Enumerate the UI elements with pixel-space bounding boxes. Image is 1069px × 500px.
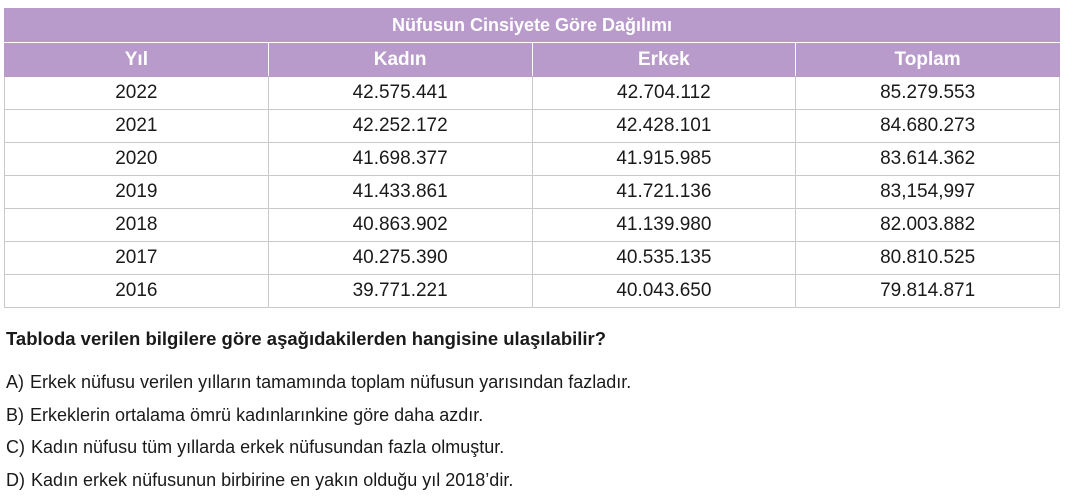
cell-total: 83,154,997	[796, 176, 1060, 209]
option-letter: A)	[6, 372, 24, 392]
table-header-row	[5, 43, 1060, 77]
table-row	[5, 242, 1060, 275]
cell-year: 2020	[5, 143, 269, 176]
option-letter: B)	[6, 404, 24, 425]
cell-total: 85.279.553	[796, 77, 1060, 110]
table-row	[5, 209, 1060, 242]
population-table-container	[4, 8, 1060, 308]
cell-female: 42.252.172	[268, 110, 532, 143]
cell-male: 40.535.135	[532, 242, 796, 275]
cell-male: 41.915.985	[532, 143, 796, 176]
option-d[interactable]	[6, 468, 631, 500]
cell-female: 40.275.390	[268, 242, 532, 275]
table-row	[5, 275, 1060, 308]
table-row	[5, 77, 1060, 110]
cell-female: 41.433.861	[268, 176, 532, 209]
cell-year: 2018	[5, 209, 269, 242]
table-row	[5, 110, 1060, 143]
cell-total: 79.814.871	[796, 275, 1060, 308]
option-letter: D)	[6, 469, 25, 490]
cell-female: 41.698.377	[268, 143, 532, 176]
option-text: Erkeklerin ortalama ömrü kadınlarınkine göre daha azdır.	[30, 404, 484, 425]
cell-year: 2017	[5, 242, 269, 275]
question-text: Tabloda verilen bilgilere göre aşağıdakilerden hangisine ulaşılabilir?	[6, 328, 607, 349]
option-text: Erkek nüfusu verilen yılların tamamında toplam nüfusun yarısından fazladır.	[30, 372, 632, 392]
option-text: Kadın erkek nüfusunun birbirine en yakın olduğu yıl 2018’dir.	[31, 469, 514, 490]
cell-year: 2019	[5, 176, 269, 209]
cell-total: 84.680.273	[796, 110, 1060, 143]
option-text: Kadın nüfusu tüm yıllarda erkek nüfusundan fazla olmuştur.	[31, 437, 505, 457]
table-title: Nüfusun Cinsiyete Göre Dağılımı	[5, 9, 1060, 43]
cell-female: 42.575.441	[268, 77, 532, 110]
cell-year: 2021	[5, 110, 269, 143]
cell-male: 41.721.136	[532, 176, 796, 209]
cell-total: 83.614.362	[796, 143, 1060, 176]
header-total: Toplam	[796, 43, 1060, 77]
population-table	[4, 8, 1060, 308]
option-letter: C)	[6, 437, 25, 457]
option-b[interactable]	[6, 403, 631, 436]
cell-male: 40.043.650	[532, 275, 796, 308]
cell-female: 39.771.221	[268, 275, 532, 308]
cell-year: 2022	[5, 77, 269, 110]
header-year: Yıl	[5, 43, 269, 77]
option-a[interactable]	[6, 370, 631, 403]
table-row	[5, 143, 1060, 176]
cell-female: 40.863.902	[268, 209, 532, 242]
cell-year: 2016	[5, 275, 269, 308]
table-row	[5, 176, 1060, 209]
header-male: Erkek	[532, 43, 796, 77]
cell-male: 42.704.112	[532, 77, 796, 110]
header-female: Kadın	[268, 43, 532, 77]
cell-male: 41.139.980	[532, 209, 796, 242]
cell-total: 80.810.525	[796, 242, 1060, 275]
cell-total: 82.003.882	[796, 209, 1060, 242]
answer-options	[6, 370, 631, 500]
option-c[interactable]	[6, 435, 631, 468]
cell-male: 42.428.101	[532, 110, 796, 143]
